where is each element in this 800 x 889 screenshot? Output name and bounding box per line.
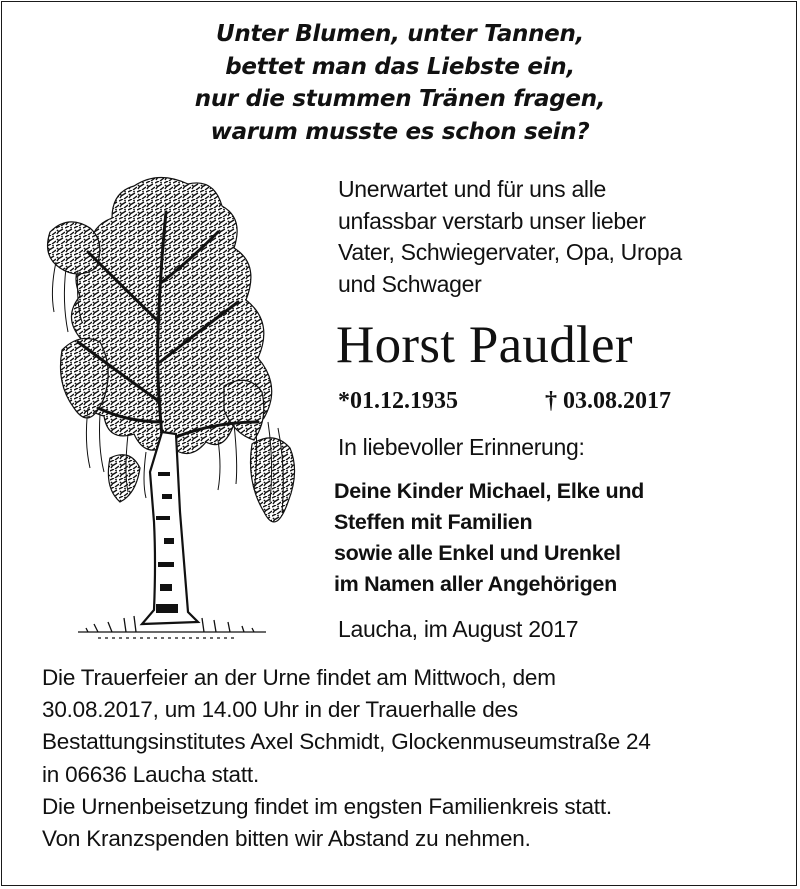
family-line: im Namen aller Angehörigen xyxy=(334,572,617,596)
death-date: † 03.08.2017 xyxy=(545,388,671,414)
ceremony-line: in 06636 Laucha statt. xyxy=(42,761,260,787)
family-line: Steffen mit Familien xyxy=(334,510,533,534)
family-signature xyxy=(334,476,789,600)
poem xyxy=(0,18,800,148)
deceased-name: Horst Paudler xyxy=(336,316,633,374)
ceremony-line: 30.08.2017, um 14.00 Uhr in der Trauerhalle des xyxy=(42,697,518,723)
birch-tree-icon xyxy=(38,172,300,650)
ceremony-info xyxy=(42,662,790,855)
intro-line: und Schwager xyxy=(338,270,482,297)
poem-line: bettet man das Liebste ein, xyxy=(225,53,575,80)
intro-text xyxy=(338,174,788,300)
memory-text: In liebevoller Erinnerung: xyxy=(338,434,585,460)
family-line: Deine Kinder Michael, Elke und xyxy=(334,479,644,503)
family-line: sowie alle Enkel und Urenkel xyxy=(334,541,621,565)
ceremony-line: Die Urnenbeisetzung findet im engsten Familienkreis statt. xyxy=(42,793,612,819)
birth-date: *01.12.1935 xyxy=(338,388,458,414)
place-date: Laucha, im August 2017 xyxy=(338,616,579,642)
ceremony-line: Bestattungsinstitutes Axel Schmidt, Glockenmuseumstraße 24 xyxy=(42,729,651,755)
ceremony-line: Die Trauerfeier an der Urne findet am Mittwoch, dem xyxy=(42,665,556,690)
poem-line: Unter Blumen, unter Tannen, xyxy=(216,21,584,47)
poem-line: warum musste es schon sein? xyxy=(210,118,590,145)
intro-line: unfassbar verstarb unser lieber xyxy=(338,207,646,234)
ceremony-line: Von Kranzspenden bitten wir Abstand zu nehmen. xyxy=(42,826,531,852)
intro-line: Unerwartet und für uns alle xyxy=(338,176,607,202)
poem-line: nur die stummen Tränen fragen, xyxy=(194,86,606,112)
intro-line: Vater, Schwiegervater, Opa, Uropa xyxy=(338,239,682,265)
